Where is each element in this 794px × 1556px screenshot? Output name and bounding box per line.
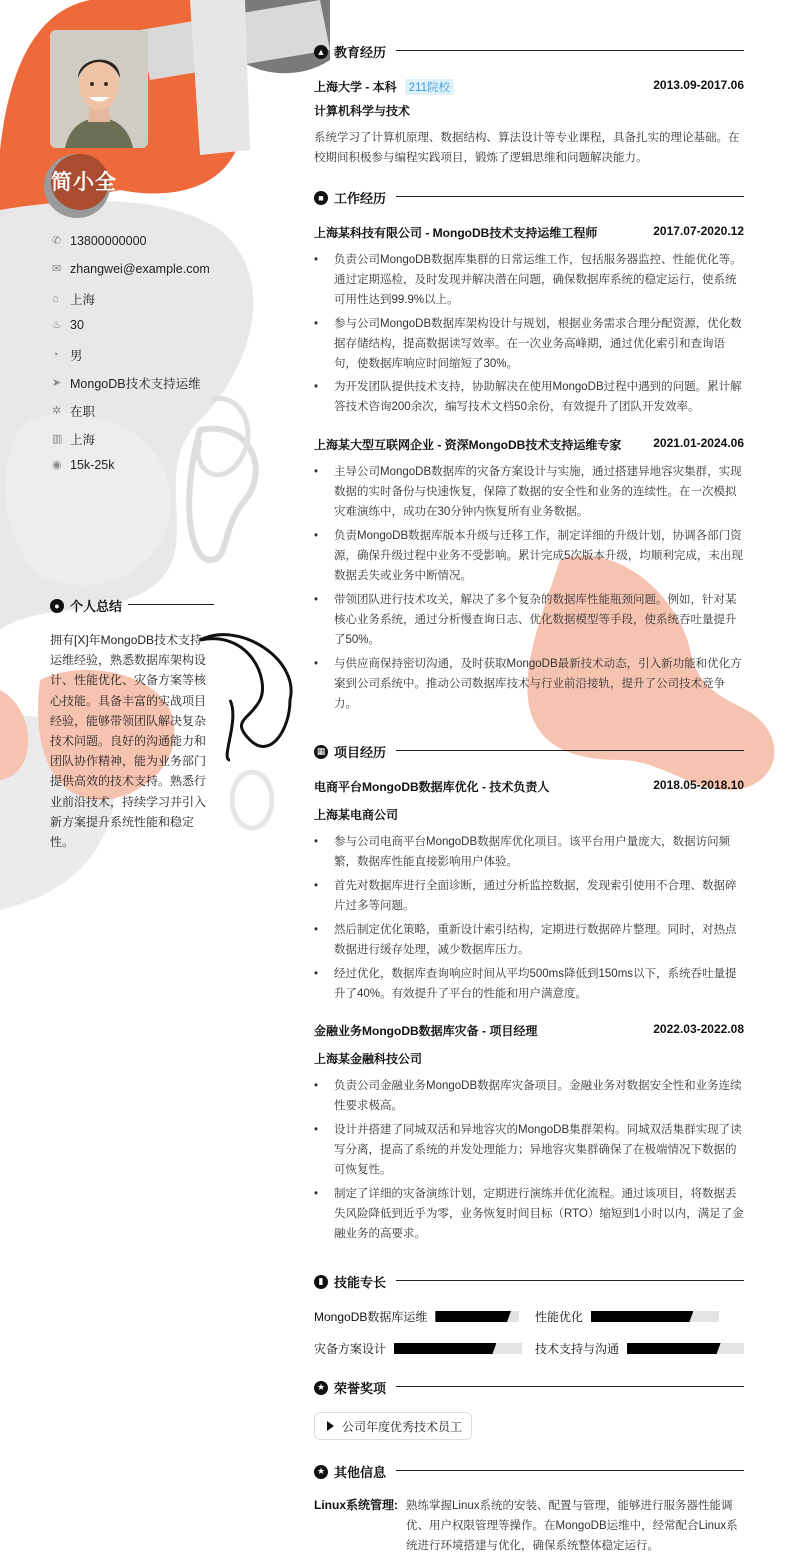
info-icon: ★ (314, 1465, 328, 1479)
home-icon: ⌂ (52, 293, 59, 305)
skill-item: MongoDB数据库运维 (314, 1308, 519, 1325)
work-heading: ■ 工作经历 (314, 188, 386, 207)
contact-text: 30 (70, 318, 84, 332)
play-icon (327, 1421, 334, 1431)
list-item: • 带领团队进行技术攻关，解决了多个复杂的数据库性能瓶颈问题。例如，针对某核心业务系统，通过分析慢查询日志、优化数据模型等手段，使系统吞吐量提升了50%。 (314, 590, 744, 650)
send-icon: ➤ (52, 377, 62, 389)
mail-icon: ✉ (52, 263, 62, 275)
education-heading: ▲ 教育经历 (314, 42, 386, 61)
divider (128, 604, 214, 605)
projects-heading: ▦ 项目经历 (314, 742, 386, 761)
summary-heading: ● 个人总结 (50, 596, 122, 615)
divider (396, 1470, 744, 1471)
gender-icon: ◔ (52, 349, 59, 361)
project-row: 电商平台MongoDB数据库优化 - 技术负责人 2018.05-2018.10 (314, 778, 744, 794)
education-desc: 系统学习了计算机原理、数据结构、算法设计等专业课程，具备扎实的理论基础。在校期间积极参与编程实践项目，锻炼了逻辑思维和问题解决能力。 (314, 132, 740, 164)
contact-text: 上海 (70, 433, 96, 447)
summary-text: 拥有[X]年MongoDB技术支持运维经验，熟悉数据库架构设计、性能优化、灾备方案等核心技能。具备丰富的实战项目经验，能够带领团队解决复杂技术问题。良好的沟通能力和团队协作精神，能为业务部门提供高效的技术支持。熟悉行业前沿技术，持续学习并引入新方案提升系统性能和稳定性。 (50, 633, 207, 850)
black-swirl (200, 635, 291, 760)
contact-item (52, 402, 95, 420)
list-item: • 负责公司MongoDB数据库集群的日常运维工作，包括服务器监控、性能优化等。通过定期巡检，及时发现并解决潜在问题，确保数据库系统的稳定运行，使系统可用性达到99.9%以上。 (314, 250, 744, 310)
list-item: • 为开发团队提供技术支持，协助解决在使用MongoDB过程中遇到的问题。累计解答技术咨询200余次，编写技术文档50余份，有效提升了团队开发效率。 (314, 377, 744, 417)
chart-icon: ▮ (314, 1275, 328, 1289)
project-company: 上海某金融科技公司 (314, 1052, 423, 1066)
skill-bar (627, 1343, 744, 1354)
education-major: 计算机科学与技术 (314, 104, 411, 118)
list-item: • 然后制定优化策略，重新设计索引结构，定期进行数据碎片整理。同时，对热点数据进行缓存处理，减少数据库压力。 (314, 920, 744, 960)
contact-text: 13800000000 (70, 234, 147, 248)
divider (396, 196, 744, 197)
list-item: • 首先对数据库进行全面诊断，通过分析监控数据，发现索引使用不合理、数据碎片过多等问题。 (314, 876, 744, 916)
graduation-cap-icon: ▲ (314, 45, 328, 59)
award-item: 公司年度优秀技术员工 (314, 1412, 472, 1440)
grey-ring (232, 772, 272, 828)
job-row: 上海某大型互联网企业 - 资深MongoDB技术支持运维专家 2021.01-2024.06 (314, 436, 744, 452)
candidate-name: 简小全 (51, 171, 117, 194)
user-icon: ● (50, 599, 64, 613)
school-tag: 211院校 (405, 79, 454, 95)
contact-text: MongoDB技术支持运维 (70, 377, 201, 391)
contact-item (52, 346, 83, 364)
job-row: 上海某科技有限公司 - MongoDB技术支持运维工程师 2017.07-2020.12 (314, 224, 744, 240)
other-text: 熟练掌握Linux系统的安装、配置与管理，能够进行服务器性能调优、用户权限管理等操作。在MongoDB运维中，经常配合Linux系统进行环境搭建与优化，确保系统整体稳定运行。 (406, 1500, 738, 1552)
list-item: • 设计并搭建了同城双活和异地容灾的MongoDB集群架构。同城双活集群实现了读写分离，提高了系统的并发处理能力；异地容灾集群确保了在极端情况下数据的可恢复性。 (314, 1120, 744, 1180)
contact-item (52, 262, 210, 276)
contact-text: 15k-25k (70, 458, 115, 472)
briefcase-icon: ■ (314, 191, 328, 205)
list-item: • 参与公司MongoDB数据库架构设计与规划，根据业务需求合理分配资源，优化数据存储结构，提高数据读写效率。在一次业务高峰期，通过优化索引和查询语句，使数据库响应时间缩短了30%。 (314, 314, 744, 374)
skill-item: 性能优化 (535, 1308, 719, 1325)
list-item: • 制定了详细的灾备演练计划，定期进行演练并优化流程。通过该项目，将数据丢失风险降低到近乎为零，业务恢复时间目标（RTO）缩短到1小时以内，满足了金融业务的高要求。 (314, 1184, 744, 1244)
skill-bar (394, 1343, 522, 1354)
list-item: • 参与公司电商平台MongoDB数据库优化项目。该平台用户量庞大，数据访问频繁，数据库性能直接影响用户体验。 (314, 832, 744, 872)
contact-item (52, 318, 84, 332)
list-item: • 主导公司MongoDB数据库的灾备方案设计与实施，通过搭建异地容灾集群，实现数据的实时备份与快速恢复，保障了数据的安全性和业务的连续性。在一次模拟灾难演练中，成功在30分钟内恢复所有业务数据。 (314, 462, 744, 522)
age-icon: ♨ (52, 319, 62, 331)
divider (396, 1386, 744, 1387)
other-heading: ★ 其他信息 (314, 1462, 386, 1481)
skill-bar-fill (435, 1311, 511, 1322)
education-row: 上海大学 - 本科 211院校 2013.09-2017.06 (314, 78, 744, 94)
skill-bar (435, 1311, 519, 1322)
list-item: • 与供应商保持密切沟通，及时获取MongoDB最新技术动态，引入新功能和优化方案到公司系统中。推动公司数据库技术与行业前沿接轨，提升了公司技术竞争力。 (314, 654, 744, 714)
avatar (50, 30, 148, 148)
skill-bar-fill (627, 1343, 721, 1354)
contact-item (52, 430, 95, 448)
contact-item (52, 290, 95, 308)
grid-icon: ▦ (314, 745, 328, 759)
contact-item (52, 234, 146, 248)
contact-text: zhangwei@example.com (70, 262, 210, 276)
contact-item (52, 458, 114, 472)
skill-bar-fill (394, 1343, 496, 1354)
light-grey-vertical (190, 0, 250, 155)
skill-item: 技术支持与沟通 (535, 1340, 744, 1357)
list-item: • 负责公司金融业务MongoDB数据库灾备项目。金融业务对数据安全性和业务连续性要求极高。 (314, 1076, 744, 1116)
awards-heading: ★ 荣誉奖项 (314, 1378, 386, 1397)
other-label: Linux系统管理: (314, 1498, 398, 1512)
phone-icon: ✆ (52, 235, 62, 247)
salary-icon: ◉ (52, 459, 62, 471)
divider (396, 750, 744, 751)
skills-heading: ▮ 技能专长 (314, 1272, 386, 1291)
skill-item: 灾备方案设计 (314, 1340, 522, 1357)
skill-bar (591, 1311, 719, 1322)
skill-bar-fill (591, 1311, 693, 1322)
building-icon: ▥ (52, 433, 63, 445)
contact-item (52, 374, 201, 392)
list-item: • 经过优化，数据库查询响应时间从平均500ms降低到150ms以下，系统吞吐量提升了40%。有效提升了平台的性能和用户满意度。 (314, 964, 744, 1004)
project-company: 上海某电商公司 (314, 808, 399, 822)
list-item: • 负责MongoDB数据库版本升级与迁移工作，制定详细的升级计划，协调各部门资源，确保升级过程中业务不受影响。累计完成5次版本升级，均顺利完成，未出现数据丢失或业务中断情况。 (314, 526, 744, 586)
divider (396, 50, 744, 51)
divider (396, 1280, 744, 1281)
contact-text: 上海 (70, 293, 96, 307)
contact-text: 男 (70, 349, 83, 363)
trophy-icon: ★ (314, 1381, 328, 1395)
contact-text: 在职 (70, 405, 96, 419)
status-icon: ✲ (52, 405, 62, 417)
project-row: 金融业务MongoDB数据库灾备 - 项目经理 2022.03-2022.08 (314, 1022, 744, 1038)
